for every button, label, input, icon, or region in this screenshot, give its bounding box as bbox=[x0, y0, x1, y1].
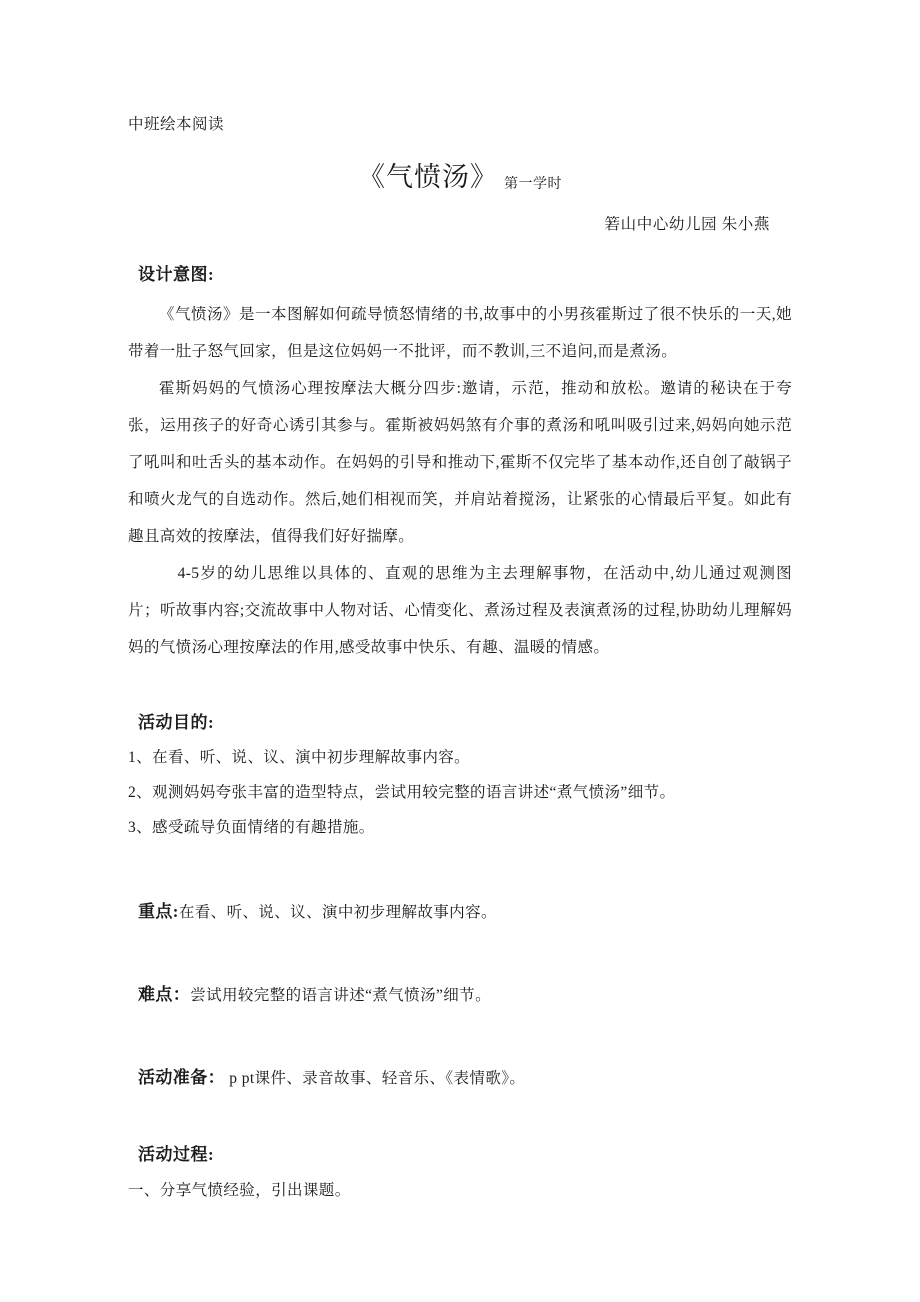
document-content bbox=[128, 0, 792, 1208]
section-heading-activity-aims: 活动目的: bbox=[138, 713, 215, 732]
difficult-point-value: 尝试用较完整的语言讲述“煮气愤汤”细节。 bbox=[190, 987, 491, 1004]
difficult-point-line bbox=[128, 928, 792, 1011]
document-title-subtitle: 第一学时 bbox=[504, 177, 562, 192]
document-kicker: 中班绘本阅读 bbox=[128, 116, 225, 133]
difficult-point-label: 难点： bbox=[138, 985, 191, 1004]
document-title bbox=[128, 136, 792, 196]
list-item: 3、感受疏导负面情绪的有趣措施。 bbox=[128, 819, 375, 836]
key-point-line bbox=[128, 845, 792, 928]
design-intent-paragraph-2: 霍斯妈妈的气愤汤心理按摩法大概分四步:邀请，示范，推动和放松。邀请的秘诀在于夸张，运用孩子的好奇心诱引其参与。霍斯被妈妈煞有介事的煮汤和吼叫吸引过来,妈妈向她示范了吼叫和吐舌头的基本动作。在妈妈的引导和推动下,霍斯不仅完毕了基本动作,还自创了敲锅子和喷火龙气的自选动作。然后,她们相视而笑，并肩站着搅汤，让紧张的心情最后平复。如此有趣且高效的按摩法，值得我们好好揣摩。 bbox=[128, 380, 792, 545]
activity-aims-list bbox=[128, 736, 792, 845]
section-heading-design-intent: 设计意图: bbox=[138, 265, 215, 284]
document-byline: 箬山中心幼儿园 朱小燕 bbox=[604, 216, 770, 233]
preparation-line bbox=[128, 1011, 792, 1094]
list-item: 2、观测妈妈夸张丰富的造型特点，尝试用较完整的语言讲述“煮气愤汤”细节。 bbox=[128, 784, 676, 801]
process-step-1: 一、分享气愤经验，引出课题。 bbox=[128, 1182, 351, 1199]
document-title-main: 《气愤汤》 bbox=[358, 162, 498, 192]
key-point-value: 在看、听、说、议、演中初步理解故事内容。 bbox=[178, 904, 497, 921]
design-intent-paragraph-3: 4-5岁的幼儿思维以具体的、直观的思维为主去理解事物，在活动中,幼儿通过观测图片；听故事内容;交流故事中人物对话、心情变化、煮汤过程及表演煮汤的过程,协助幼儿理解妈妈的气愤汤心理按摩法的作用,感受故事中快乐、有趣、温暖的情感。 bbox=[128, 565, 792, 656]
section-heading-activity-process: 活动过程: bbox=[138, 1145, 215, 1164]
preparation-value: p pt课件、录音故事、轻音乐、《表情歌》。 bbox=[225, 1070, 526, 1087]
preparation-label: 活动准备： bbox=[138, 1068, 225, 1087]
list-item: 1、在看、听、说、议、演中初步理解故事内容。 bbox=[128, 749, 471, 766]
key-point-label: 重点: bbox=[138, 902, 179, 921]
design-intent-paragraph-1: 《气愤汤》是一本图解如何疏导愤怒情绪的书,故事中的小男孩霍斯过了很不快乐的一天,她带着一肚子怒气回家，但是这位妈妈一不批评，而不教训,三不追问,而是煮汤。 bbox=[128, 306, 792, 360]
